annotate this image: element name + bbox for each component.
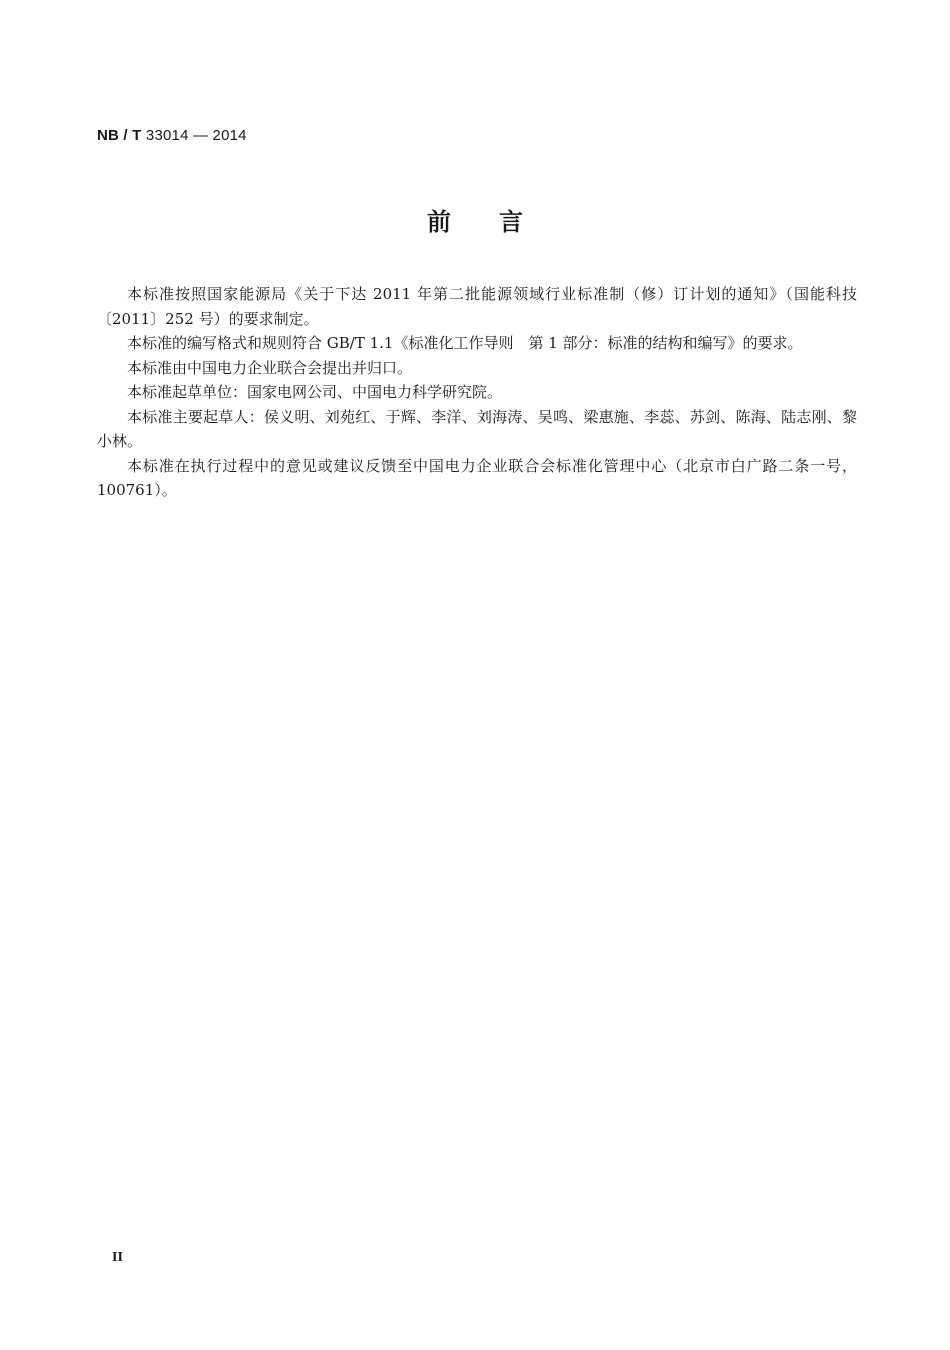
page-number: II bbox=[112, 1250, 123, 1265]
document-code-prefix: NB / T bbox=[97, 127, 142, 144]
paragraph-basis: 本标准按照国家能源局《关于下达 2011 年第二批能源领域行业标准制（修）订计划的通知》（国能科技〔2011〕252 号）的要求制定。 bbox=[97, 285, 857, 328]
foreword-body bbox=[97, 282, 857, 503]
paragraph-proposer: 本标准由中国电力企业联合会提出并归口。 bbox=[127, 358, 413, 377]
document-code bbox=[97, 127, 247, 144]
paragraph-drafters: 本标准主要起草人：侯义明、刘苑红、于辉、李洋、刘海涛、吴鸣、梁惠施、李蕊、苏剑、陈海、陆志刚、黎小林。 bbox=[97, 407, 857, 450]
paragraph-feedback: 本标准在执行过程中的意见或建议反馈至中国电力企业联合会标准化管理中心（北京市白广路二条一号，100761）。 bbox=[97, 456, 857, 499]
page-title: 前言 bbox=[427, 208, 571, 236]
paragraph-format: 本标准的编写格式和规则符合 GB/T 1.1《标准化工作导则 第 1 部分：标准的结构和编写》的要求。 bbox=[127, 334, 803, 352]
document-code-number: 33014 — 2014 bbox=[141, 127, 247, 144]
paragraph-drafting-units: 本标准起草单位：国家电网公司、中国电力科学研究院。 bbox=[127, 383, 503, 401]
